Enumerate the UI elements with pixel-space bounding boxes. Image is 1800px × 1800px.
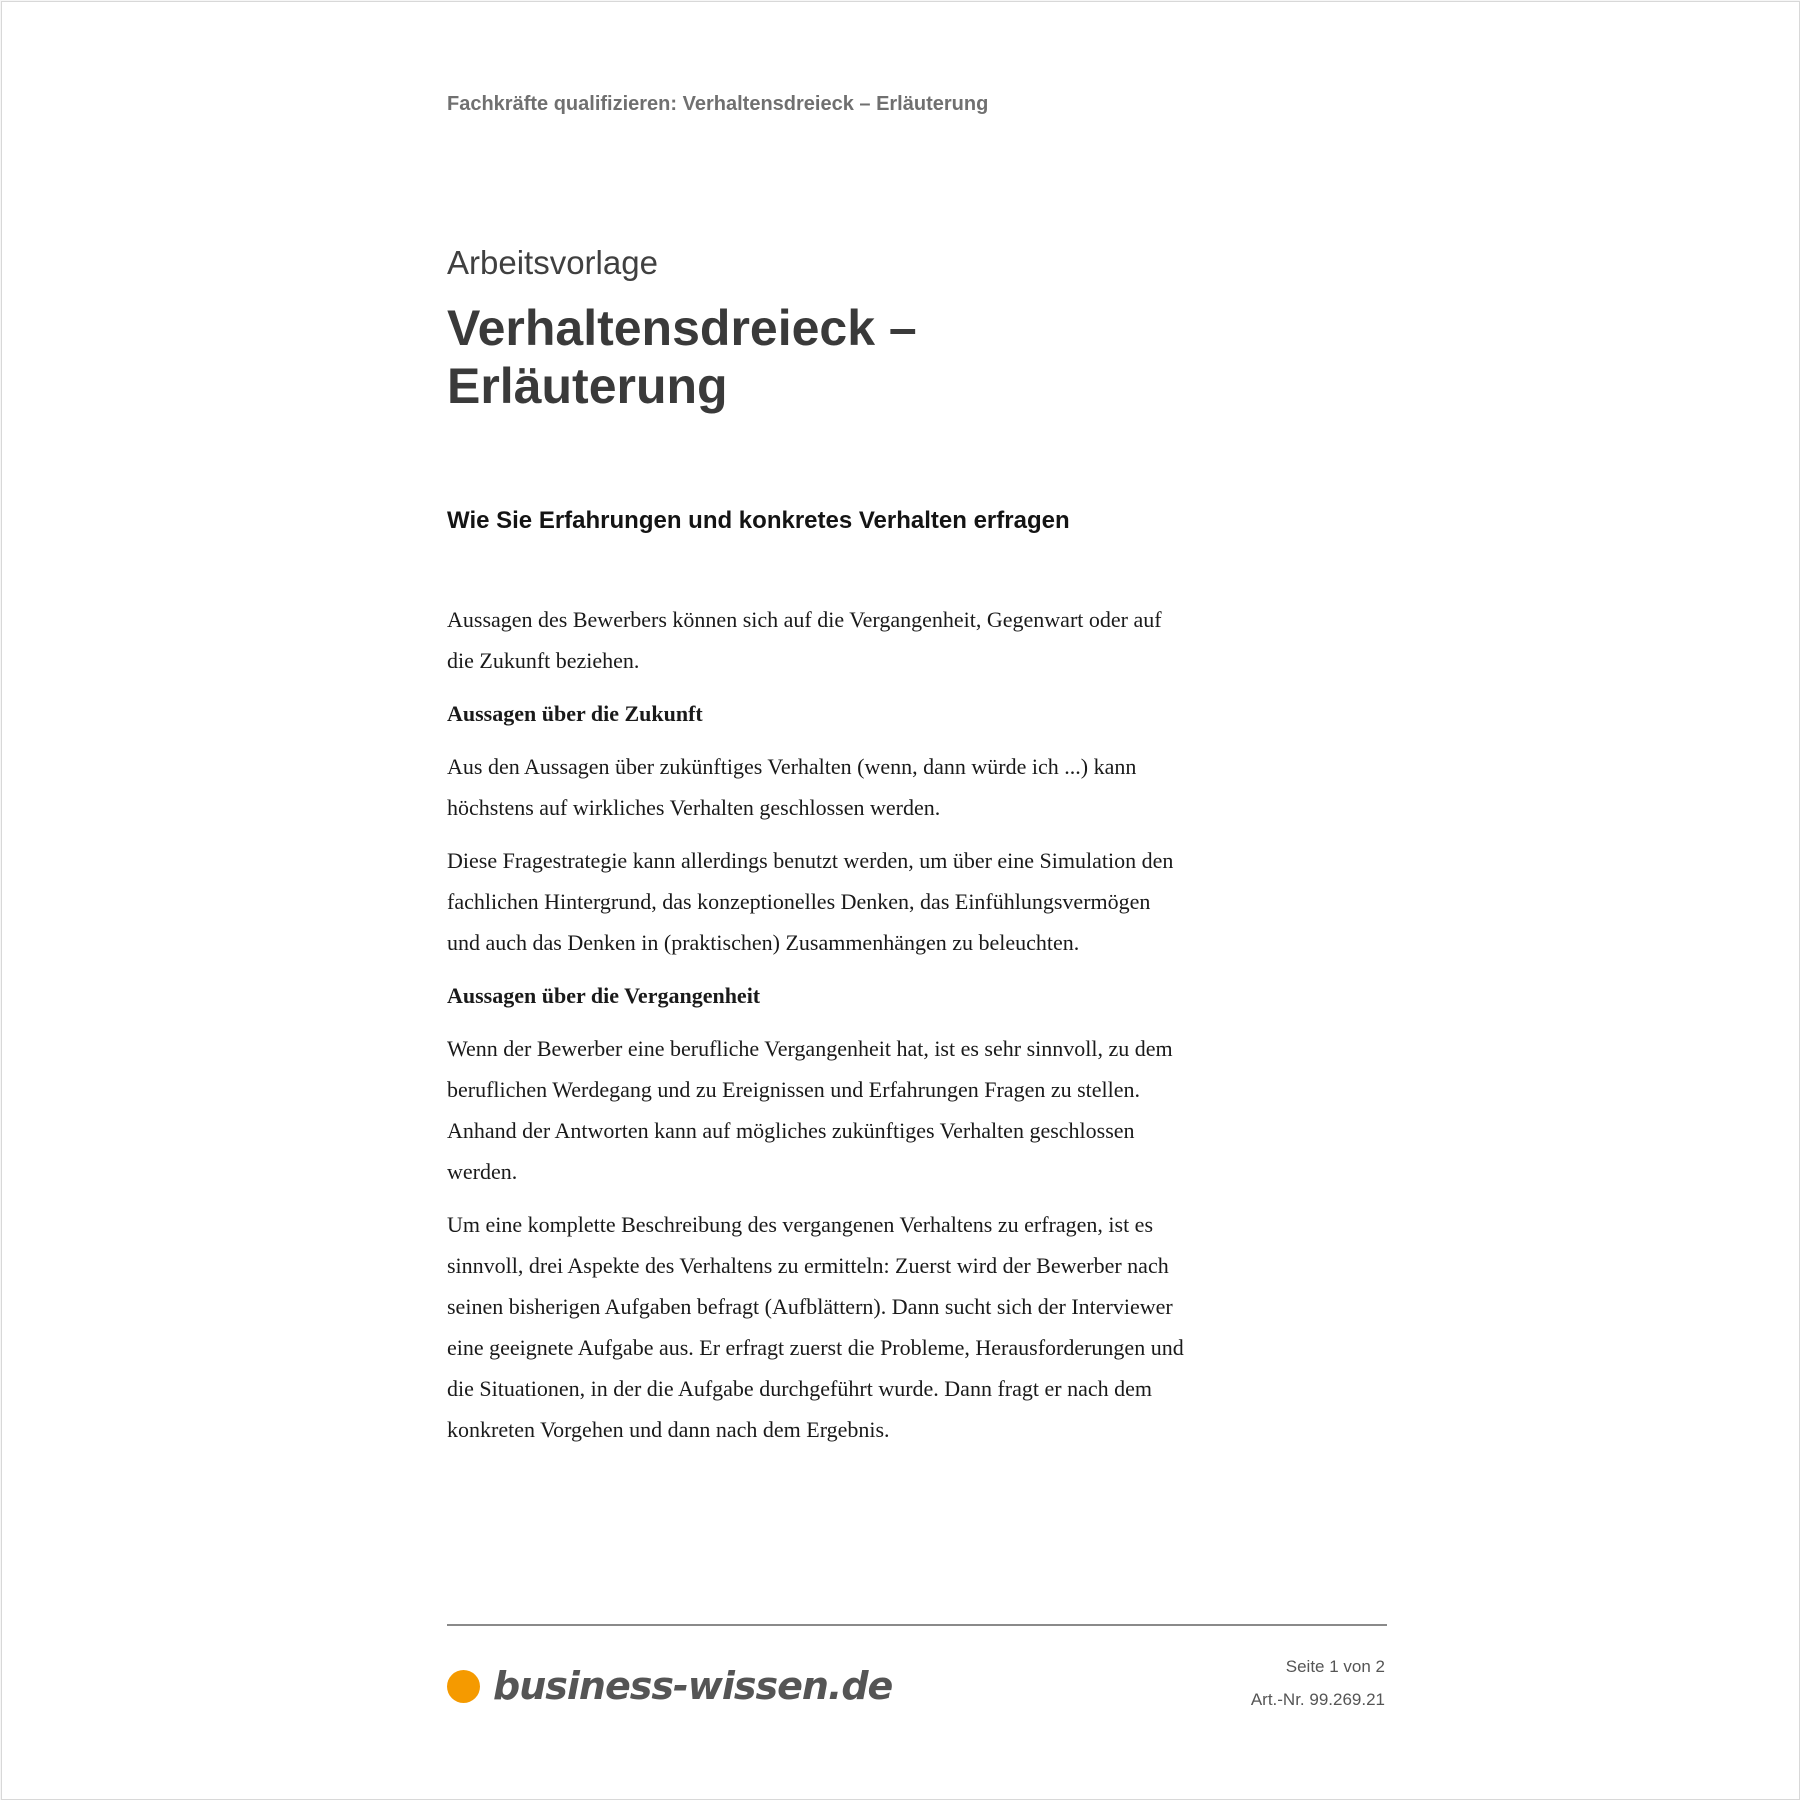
document-title [447, 299, 1067, 415]
running-header: Fachkräfte qualifizieren: Verhaltensdreieck – Erläuterung [447, 93, 989, 115]
page-number: Seite 1 von 2 [1285, 1657, 1385, 1676]
paragraph-future-1: Aus den Aussagen über zukünftiges Verhalten (wenn, dann würde ich ...) kann höchstens auf wirkliches Verhalten geschlossen werden. [447, 754, 1137, 820]
body-text [447, 599, 1187, 1462]
footer-meta [1251, 1650, 1385, 1716]
paragraph-intro: Aussagen des Bewerbers können sich auf die Vergangenheit, Gegenwart oder auf die Zukunft beziehen. [447, 607, 1162, 673]
document-page [1, 1, 1800, 1800]
subheading-future: Aussagen über die Zukunft [447, 701, 703, 726]
footer-divider [447, 1624, 1387, 1626]
paragraph-future-2: Diese Fragestrategie kann allerdings benutzt werden, um über eine Simulation den fachlichen Hintergrund, das konzeptionelles Denken, das Einfühlungsvermögen und auch das Denken in (praktischen) Zusammenhängen zu beleuchten. [447, 848, 1174, 955]
paragraph-past-1: Wenn der Bewerber eine berufliche Vergangenheit hat, ist es sehr sinnvoll, zu dem beruflichen Werdegang und zu Ereignissen und Erfahrungen Fragen zu stellen. Anhand der Antworten kann auf mögliches zukünftiges Verhalten geschlossen werden. [447, 1036, 1173, 1184]
logo-text: business-wissen.de [493, 1664, 893, 1708]
document-title-line-2: Erläuterung [447, 358, 728, 414]
subheading-past: Aussagen über die Vergangenheit [447, 983, 761, 1008]
paragraph-past-2: Um eine komplette Beschreibung des vergangenen Verhaltens zu erfragen, ist es sinnvoll, drei Aspekte des Verhaltens zu ermitteln: Zuerst wird der Bewerber nach seinen bisherigen Aufgaben befragt (Aufblättern). Dann sucht sich der Interviewer eine geeignete Aufgabe aus. Er erfragt zuerst die Probleme, Herausforderungen und die Situationen, in der die Aufgabe durchgeführt wurde. Dann fragt er nach dem konkreten Vorgehen und dann nach dem Ergebnis. [447, 1212, 1184, 1442]
logo-dot-icon [447, 1670, 480, 1703]
document-type: Arbeitsvorlage [447, 244, 658, 281]
section-heading: Wie Sie Erfahrungen und konkretes Verhalten erfragen [447, 507, 1070, 534]
brand-logo [447, 1658, 892, 1714]
document-title-line-1: Verhaltensdreieck – [447, 300, 917, 356]
article-number: Art.-Nr. 99.269.21 [1250, 1690, 1385, 1709]
